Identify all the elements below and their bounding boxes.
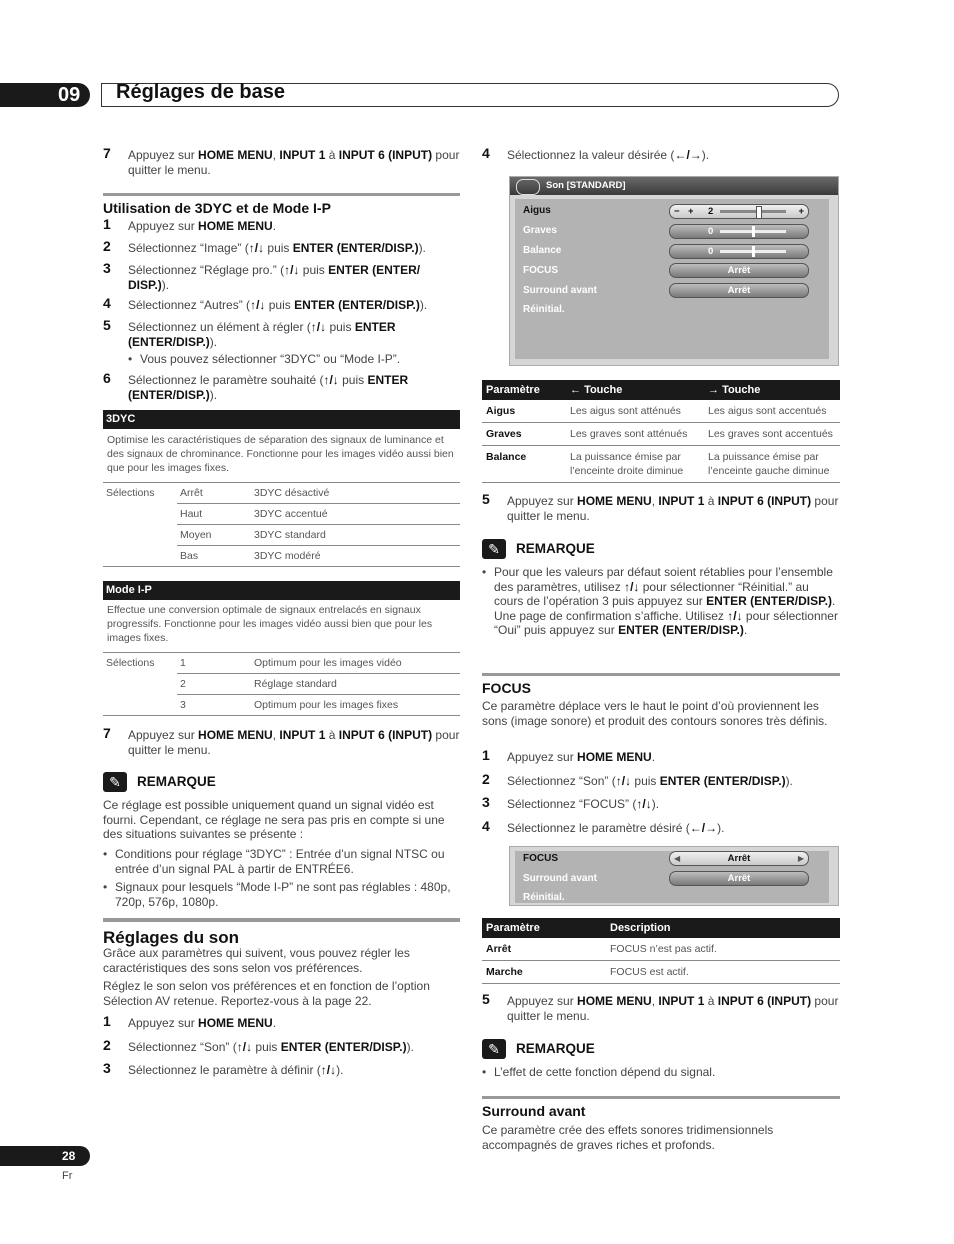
table-row: Aigus Les aigus sont atténués Les aigus sont accentués (482, 400, 840, 423)
mode-ip-table (103, 652, 460, 716)
son-step-1: 1 Appuyez sur HOME MENU. (103, 1013, 277, 1030)
arrow-up-down-icon: ↑/↓ (236, 1040, 253, 1054)
osd2-value-surround: Arrêt (669, 871, 809, 886)
remarque-bullet-1: • Conditions pour réglage “3DYC” : Entrée d’un signal NTSC ou entrée d’un signal PAL à partir de ENTRÉE6. (103, 847, 460, 876)
table-row: Sélections 1 Optimum pour les images vidéo (103, 653, 460, 674)
chapter-number: 09 (58, 84, 81, 106)
table-label: Sélections (106, 487, 155, 499)
step-5-exit: 5 Appuyez sur HOME MENU, INPUT 1 à INPUT 6 (INPUT) pour quitter le menu. (482, 491, 839, 523)
osd-slider-balance: 0 (669, 244, 809, 259)
son-parameter-table: Paramètre ← Touche → Touche Aigus Les aigus sont atténués Les aigus sont accentués Graves Les graves sont atténués Les graves sont accentués Balance La puissance émise par l’enceinte droite diminue La puissance émise par l’enceinte gauche diminue (482, 380, 840, 483)
arrow-up-down-icon: ↑/↓ (310, 320, 327, 334)
step-4-select-value: 4 Sélectionnez la valeur désirée (←/→). (482, 145, 710, 162)
focus-parameter-table: Paramètre Description Arrêt FOCUS n’est pas actif. Marche FOCUS est actif. (482, 918, 840, 984)
remarque-bullet-2: • Signaux pour lesquels “Mode I-P” ne sont pas réglables : 480p, 720p, 576p, 1080p. (103, 880, 460, 909)
arrow-left-icon: ← (570, 384, 581, 396)
osd2-label-reinitial: Réinitial. (523, 892, 565, 903)
osd-label-graves: Graves (523, 225, 557, 236)
table-row: Moyen 3DYC standard (103, 525, 460, 546)
osd-label-surround: Surround avant (523, 285, 597, 296)
remarque-label: REMARQUE (137, 774, 216, 789)
son-paragraph-1: Grâce aux paramètres qui suivent, vous pouvez régler les caractéristiques des sons selon vos préférences. (103, 946, 410, 975)
arrow-up-down-icon: ↑/↓ (727, 608, 743, 623)
section-heading-surround: Surround avant (482, 1096, 840, 1119)
osd-label-focus: FOCUS (523, 265, 558, 276)
step-2: 2 Sélectionnez “Image” (↑/↓ puis ENTER (ENTER/DISP.)). (103, 238, 426, 255)
speaker-icon (516, 179, 540, 195)
arrow-up-down-icon: ↑/↓ (248, 241, 265, 255)
table-row: Bas 3DYC modéré (103, 546, 460, 567)
step-1: 1 Appuyez sur HOME MENU. (103, 216, 277, 233)
arrow-left-right-icon: ←/→ (674, 148, 702, 162)
table-row: Arrêt FOCUS n’est pas actif. (482, 938, 840, 961)
arrow-up-down-icon: ↑/↓ (624, 579, 640, 594)
arrow-up-down-icon: ↑/↓ (615, 774, 632, 788)
osd-slider-graves: 0 (669, 224, 809, 239)
focus-step-3: 3 Sélectionnez “FOCUS” (↑/↓). (482, 794, 660, 811)
osd2-label-surround: Surround avant (523, 873, 597, 884)
arrow-up-down-icon: ↑/↓ (323, 373, 339, 387)
son-step-2: 2 Sélectionnez “Son” (↑/↓ puis ENTER (ENTER/DISP.)). (103, 1037, 414, 1054)
remarque-signal-text: • L’effet de cette fonction dépend du signal. (482, 1065, 838, 1080)
step-4: 4 Sélectionnez “Autres” (↑/↓ puis ENTER (ENTER/DISP.)). (103, 295, 428, 312)
section-heading-3dyc: Utilisation de 3DYC et de Mode I-P (103, 193, 460, 216)
osd-value-surround: Arrêt (669, 283, 809, 298)
table-row: 2 Réglage standard (103, 674, 460, 695)
3dyc-description: Optimise les caractéristiques de séparation des signaux de luminance et des signaux de chrominance. Fonctionne pour les images vidéo aussi bien que pour les images fixes. (107, 434, 454, 474)
table-row: Marche FOCUS est actif. (482, 961, 840, 984)
remarque-label-1: REMARQUE (516, 541, 595, 556)
3dyc-header: 3DYC (103, 410, 460, 429)
son-paragraph-2: Réglez le son selon vos préférences et en fonction de l’option Sélection AV retenue. Reportez-vous à la page 22. (103, 979, 430, 1008)
table-row: Graves Les graves sont atténués Les graves sont accentués (482, 423, 840, 446)
note-pen-icon: ✎ (482, 1039, 506, 1059)
note-pen-icon: ✎ (482, 539, 506, 559)
page-number-tab (0, 1146, 90, 1166)
triangle-left-icon: ◀ (674, 854, 681, 863)
osd-label-reinitial: Réinitial. (523, 304, 565, 315)
section-heading-son: Réglages du son (103, 918, 460, 948)
mode-ip-description: Effectue une conversion optimale de signaux entrelacés en signaux progressifs. Fonctionne pour les images vidéo aussi bien que pour les images fixes. (107, 604, 433, 644)
step-5-exit-2: 5 Appuyez sur HOME MENU, INPUT 1 à INPUT 6 (INPUT) pour quitter le menu. (482, 991, 839, 1023)
osd-label-aigus: Aigus (523, 205, 551, 216)
step-5-note: • Vous pouvez sélectionner “3DYC” ou “Mode I-P”. (128, 352, 470, 367)
page-language: Fr (62, 1170, 73, 1182)
focus-step-2: 2 Sélectionnez “Son” (↑/↓ puis ENTER (ENTER/DISP.)). (482, 771, 793, 788)
table-row: Balance La puissance émise par l’enceinte droite diminue La puissance émise par l’enceinte gauche diminue (482, 446, 840, 483)
remarque-label-2: REMARQUE (516, 1041, 595, 1056)
osd-value-focus: Arrêt (669, 263, 809, 278)
osd-title: Son [STANDARD] (546, 180, 626, 191)
step-5: 5 Sélectionnez un élément à régler (↑/↓ puis ENTER (ENTER/DISP.)). (103, 317, 396, 349)
arrow-up-down-icon: ↑/↓ (250, 298, 266, 312)
arrow-up-down-icon: ↑/↓ (284, 263, 300, 277)
table-row: Haut 3DYC accentué (103, 504, 460, 525)
focus-step-1: 1 Appuyez sur HOME MENU. (482, 747, 656, 764)
step-7-exit: 7 Appuyez sur HOME MENU, INPUT 1 à INPUT 6 (INPUT) pour quitter le menu. (103, 145, 460, 177)
surround-paragraph: Ce paramètre crée des effets sonores tridimensionnels accompagnés de graves riches et profonds. (482, 1123, 774, 1152)
arrow-left-right-icon: ←/→ (689, 821, 718, 835)
mode-ip-header: Mode I-P (103, 581, 460, 600)
focus-step-4: 4 Sélectionnez le paramètre désiré (←/→). (482, 818, 725, 835)
osd-label-balance: Balance (523, 245, 562, 256)
remarque-reset-text: • Pour que les valeurs par défaut soient rétablies pour l’ensemble des paramètres, utilisez ↑/↓ pour sélectionner “Réinitial.” au cours de l’opération 3 puis appuyez sur ENTER (ENTER/DISP.). Une page de confirmation s’affiche. Utilisez ↑/↓ pour sélectionner “Oui” puis appuyez sur ENTER (ENTER/DISP.). (482, 565, 838, 638)
step-6: 6 Sélectionnez le paramètre souhaité (↑/↓ puis ENTER (ENTER/DISP.)). (103, 370, 409, 402)
focus-paragraph: Ce paramètre déplace vers le haut le point d’où proviennent les sons (image sonore) et produit des contours sonores très définis. (482, 699, 828, 728)
note-pen-icon: ✎ (103, 772, 127, 792)
step-3: 3 Sélectionnez “Réglage pro.” (↑/↓ puis ENTER (ENTER/ DISP.)). (103, 260, 421, 292)
arrow-up-down-icon: ↑/↓ (636, 797, 652, 811)
arrow-up-down-icon: ↑/↓ (320, 1063, 337, 1077)
step-7-exit-2: 7 Appuyez sur HOME MENU, INPUT 1 à INPUT 6 (INPUT) pour quitter le menu. (103, 725, 460, 757)
arrow-right-icon: → (708, 384, 719, 396)
triangle-right-icon: ▶ (797, 854, 804, 863)
osd2-label-focus: FOCUS (523, 853, 558, 864)
chapter-title: Réglages de base (116, 81, 285, 103)
son-step-3: 3 Sélectionnez le paramètre à définir (↑/↓). (103, 1060, 344, 1077)
osd2-value-focus: ◀ Arrêt ▶ (669, 851, 809, 866)
3dyc-table (103, 482, 460, 567)
osd-slider-aigus: − + 2 + (669, 204, 809, 219)
page-number: 28 (62, 1149, 76, 1163)
table-row: Sélections Arrêt 3DYC désactivé (103, 483, 460, 504)
remarque-text: Ce réglage est possible uniquement quand un signal vidéo est fourni. Cependant, ce réglage ne sera pas pris en compte si une des situations suivantes se présente : (103, 798, 445, 841)
section-heading-focus: FOCUS (482, 673, 840, 696)
table-row: 3 Optimum pour les images fixes (103, 695, 460, 716)
